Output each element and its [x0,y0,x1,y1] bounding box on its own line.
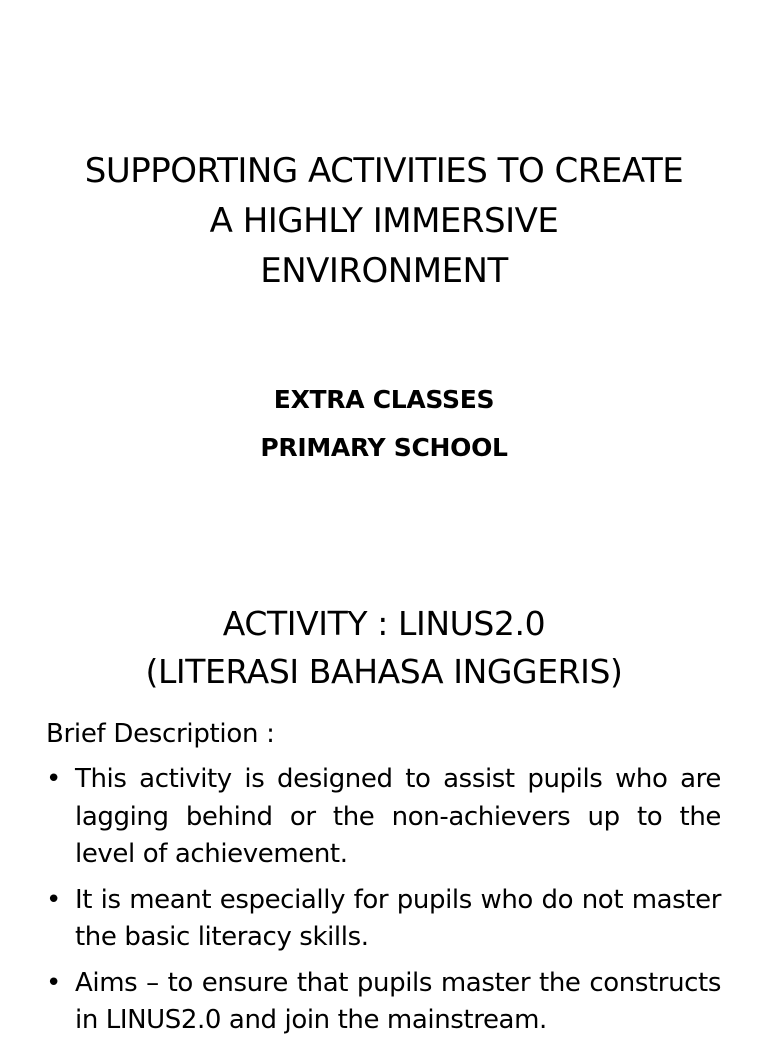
description-bullet-list [46,761,721,1048]
activity-heading [0,600,768,696]
bullet-text: It is meant especially for pupils who do not master the basic literacy skills. [75,884,721,952]
slide-title [30,146,738,296]
bullet-text: This activity is designed to assist pupils who are lagging behind or the non-achievers up to the level of achievement. [75,764,721,869]
bullet-dot-icon: • [46,764,61,794]
slide-title-line: ENVIRONMENT [260,251,508,291]
activity-name: ACTIVITY : LINUS2.0 [222,604,546,643]
bullet-text: Aims – to ensure that pupils master the constructs in LINUS2.0 and join the mainstream. [75,967,721,1035]
description-bullet [46,965,721,1040]
activity-subname: (LITERASI BAHASA INGGERIS) [145,652,623,691]
description-heading: Brief Description : [46,719,275,749]
description-bullet [46,882,721,957]
subtitle-extra-classes: EXTRA CLASSES [273,385,495,414]
slide-title-line: SUPPORTING ACTIVITIES TO CREATE [84,151,684,191]
bullet-dot-icon: • [46,967,61,998]
description-bullet [46,761,721,874]
subtitle-primary-school: PRIMARY SCHOOL [260,433,508,462]
slide-title-line: A HIGHLY IMMERSIVE [209,201,559,241]
bullet-dot-icon: • [46,884,61,915]
